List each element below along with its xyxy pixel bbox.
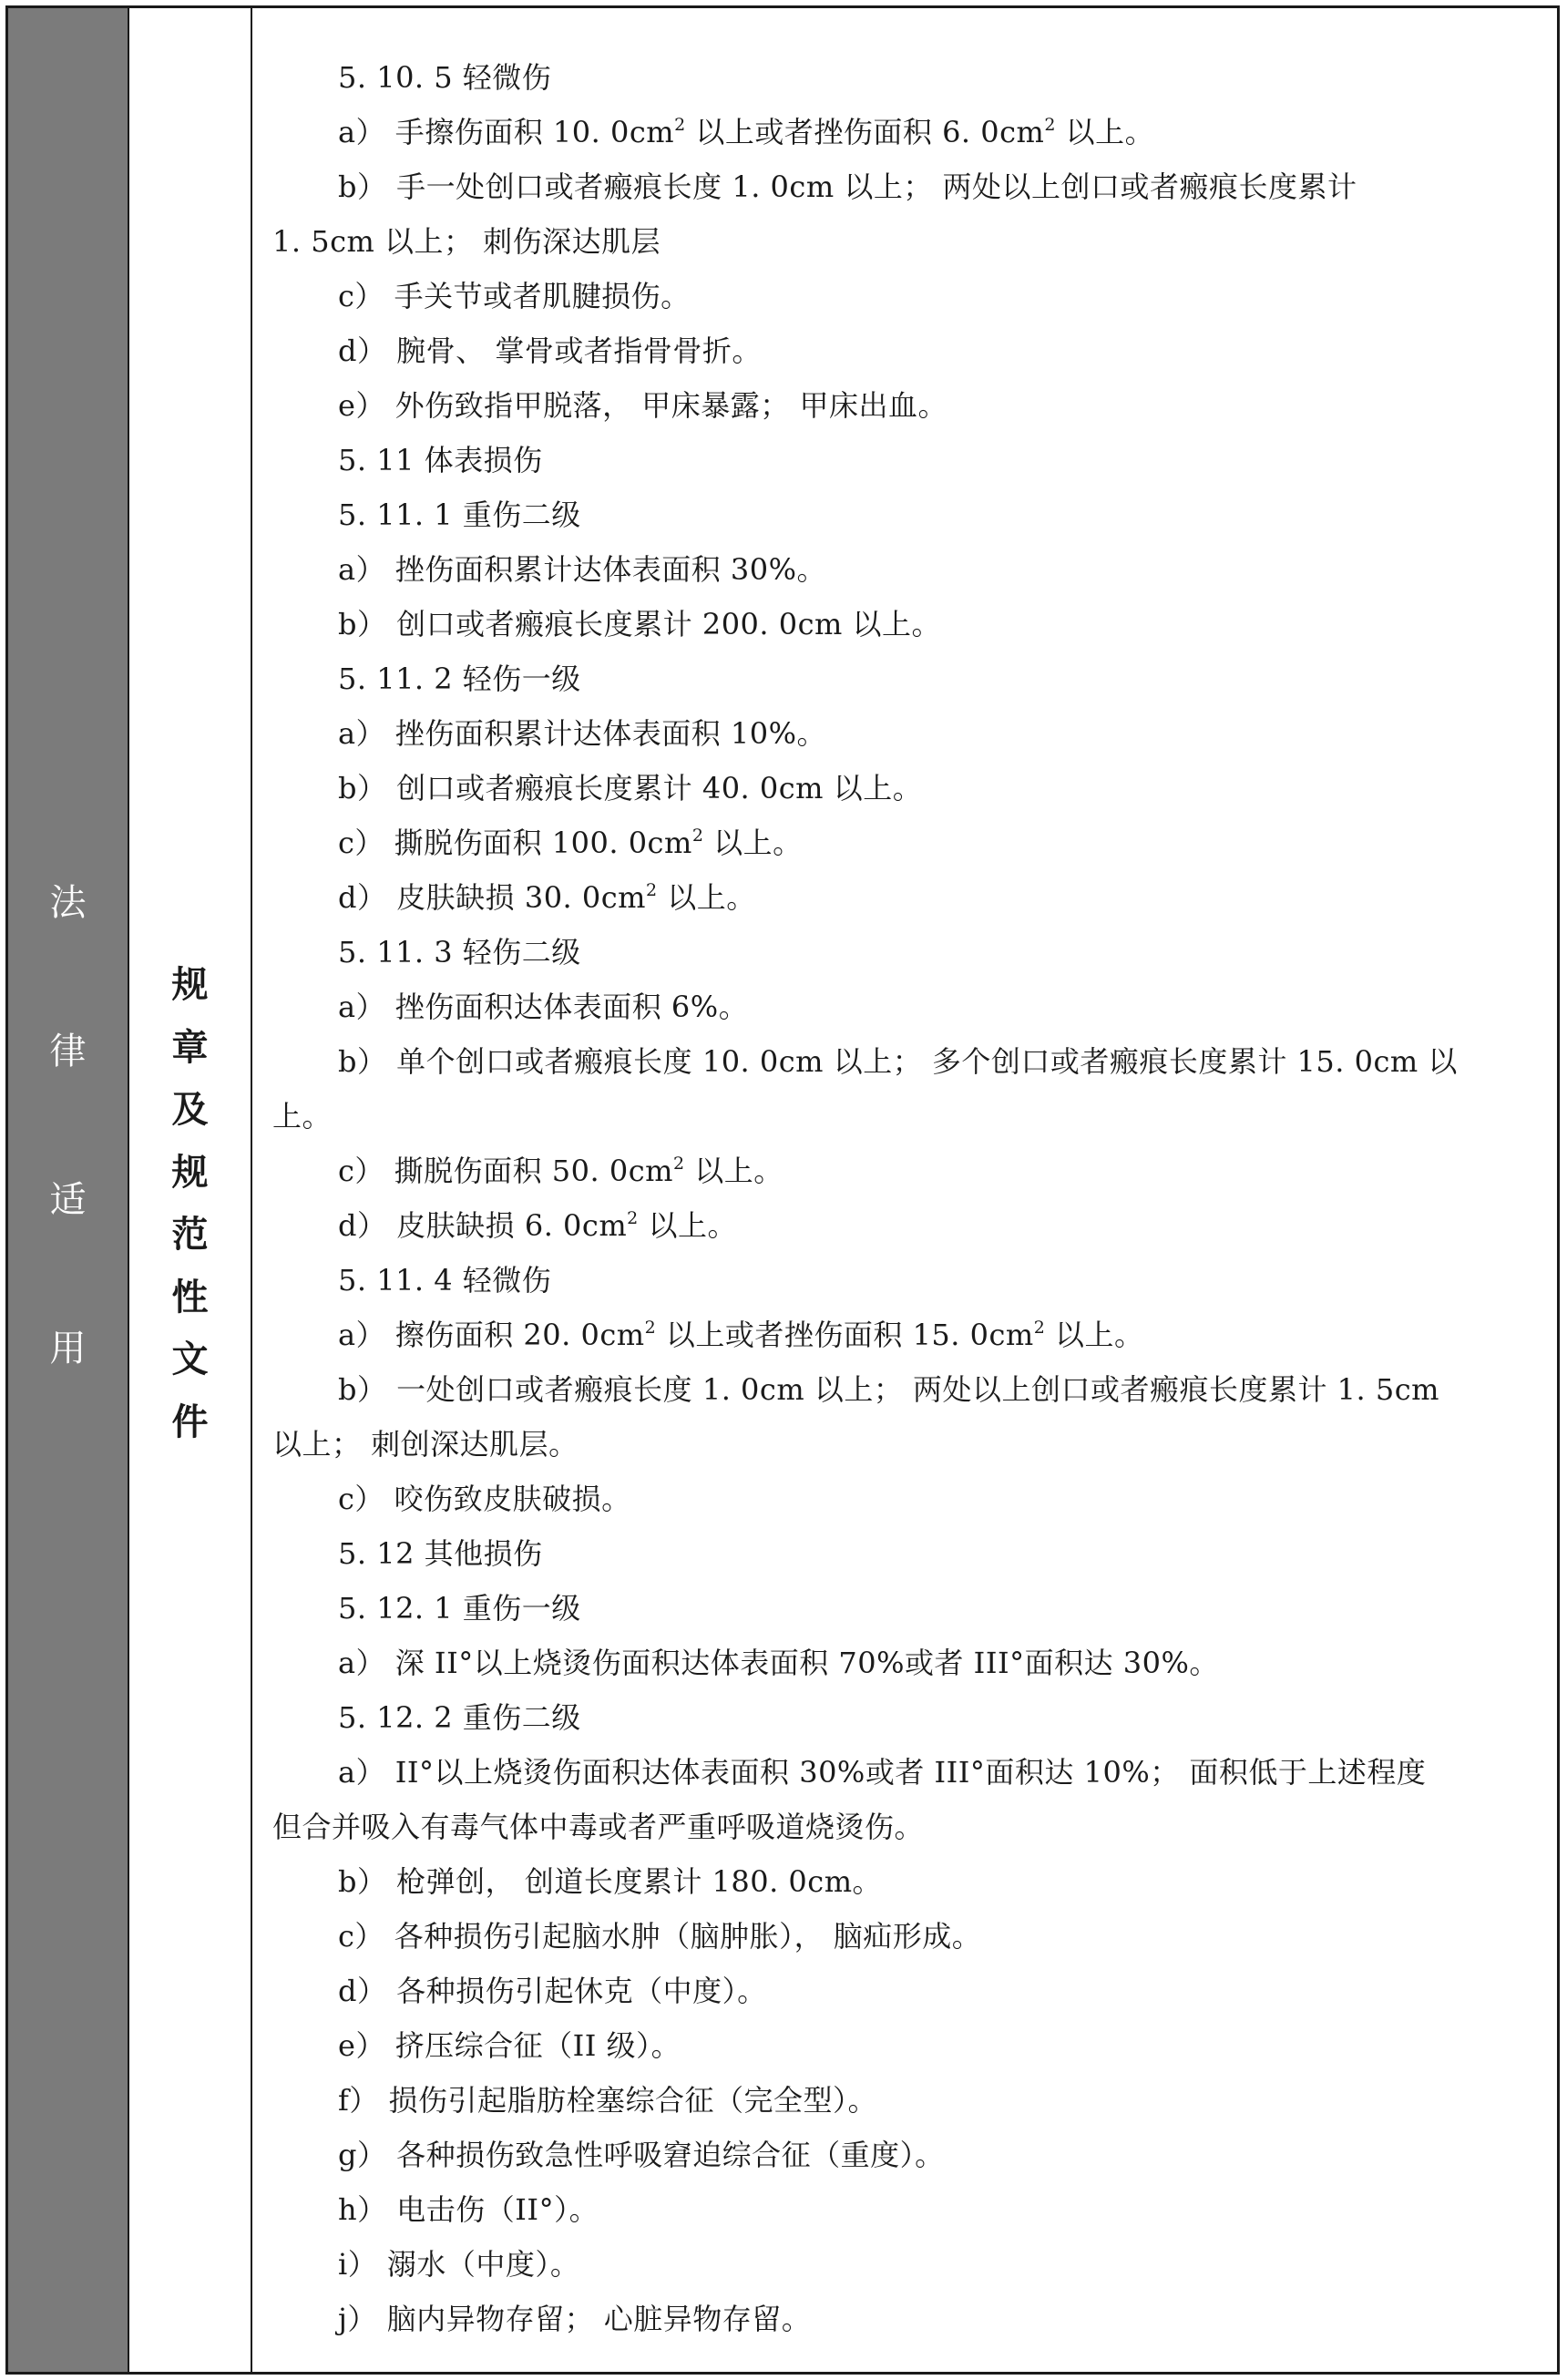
line-text: b） 单个创口或者瘢痕长度 10. 0cm 以上； 多个创口或者瘢痕长度累计 15. 0cm 以 (338, 1044, 1458, 1079)
line-text: 5. 12. 1 重伤一级 (338, 1591, 581, 1626)
line-text: c） 各种损伤引起脑水肿（脑肿胀）， 脑疝形成。 (338, 1919, 982, 1954)
line-text: b） 枪弹创， 创道长度累计 180. 0cm。 (338, 1864, 883, 1899)
line-text: 1. 5cm 以上； 刺伤深达肌层 (272, 224, 661, 259)
text-line (272, 706, 1537, 761)
line-text: d） 各种损伤引起休克（中度）。 (338, 1974, 767, 2008)
line-text: b） 一处创口或者瘢痕长度 1. 0cm 以上； 两处以上创口或者瘢痕长度累计 1. 5cm (338, 1372, 1440, 1407)
text-line (272, 1089, 1537, 1144)
line-text: d） 皮肤缺损 6. 0cm (338, 1208, 628, 1243)
text-line (272, 1909, 1537, 1964)
content-cell (252, 8, 1557, 2372)
line-text: 5. 12 其他损伤 (338, 1536, 543, 1571)
text-line (272, 1198, 1537, 1253)
text-line (272, 1253, 1537, 1308)
superscript: 2 (627, 1208, 639, 1228)
text-line (272, 2182, 1537, 2237)
category-label (8, 874, 128, 1468)
line-text: 以上。 (657, 880, 756, 915)
text-line (272, 2128, 1537, 2182)
text-line (272, 1034, 1537, 1089)
line-text: 以上。 (1056, 115, 1155, 149)
subcategory-char: 规 (171, 963, 209, 1006)
line-text: 以上。 (638, 1208, 737, 1243)
category-char: 律 (49, 1031, 87, 1072)
text-line (272, 1362, 1537, 1417)
line-text: 以上。 (1045, 1318, 1144, 1352)
line-text: 但合并吸入有毒气体中毒或者严重呼吸道烧烫伤。 (272, 1810, 925, 1844)
line-text: 5. 11. 2 轻伤一级 (338, 662, 581, 696)
line-text: a） II°以上烧烫伤面积达体表面积 30%或者 III°面积达 10%； 面积低于上述程度 (338, 1755, 1427, 1790)
line-text: 以上。 (684, 1154, 784, 1188)
text-line (272, 1144, 1537, 1198)
text-line (272, 2292, 1537, 2346)
text-line (272, 1690, 1537, 1745)
line-text: a） 挫伤面积累计达体表面积 30%。 (338, 552, 827, 587)
superscript: 2 (646, 880, 658, 900)
subcategory-label (129, 956, 251, 1455)
line-text: 以上。 (703, 826, 803, 860)
subcategory-char: 规 (171, 1150, 209, 1194)
line-text: 上。 (272, 1099, 333, 1134)
line-text: a） 擦伤面积 20. 0cm (338, 1318, 645, 1352)
text-line (272, 542, 1537, 597)
line-text: c） 手关节或者肌腱损伤。 (338, 279, 691, 313)
category-column (8, 8, 129, 2372)
text-line (272, 50, 1537, 105)
line-text: c） 撕脱伤面积 50. 0cm (338, 1154, 673, 1188)
text-line (272, 1854, 1537, 1909)
line-text: c） 撕脱伤面积 100. 0cm (338, 826, 692, 860)
text-line (272, 1472, 1537, 1526)
line-text: b） 手一处创口或者瘢痕长度 1. 0cm 以上； 两处以上创口或者瘢痕长度累计 (338, 169, 1357, 204)
superscript: 2 (691, 826, 704, 846)
document-table (5, 5, 1560, 2375)
text-line (272, 433, 1537, 487)
category-char: 用 (49, 1328, 87, 1370)
line-text: 以上或者挫伤面积 15. 0cm (656, 1318, 1034, 1352)
line-text: j） 脑内异物存留； 心脏异物存留。 (338, 2302, 812, 2336)
text-line (272, 1636, 1537, 1690)
line-text: 以上或者挫伤面积 6. 0cm (685, 115, 1045, 149)
superscript: 2 (672, 1154, 685, 1174)
line-text: 5. 11. 3 轻伤二级 (338, 935, 581, 969)
line-text: 5. 12. 2 重伤二级 (338, 1700, 581, 1735)
line-text: e） 外伤致指甲脱落， 甲床暴露； 甲床出血。 (338, 388, 947, 423)
superscript: 2 (1033, 1318, 1046, 1338)
subcategory-column (129, 8, 252, 2372)
text-line (272, 2237, 1537, 2292)
line-text: 5. 11. 4 轻微伤 (338, 1263, 552, 1298)
line-text: a） 挫伤面积累计达体表面积 10%。 (338, 716, 827, 751)
text-line (272, 269, 1537, 323)
line-text: e） 挤压综合征（II 级）。 (338, 2028, 681, 2063)
line-text: a） 手擦伤面积 10. 0cm (338, 115, 675, 149)
text-line (272, 323, 1537, 378)
line-text: d） 腕骨、 掌骨或者指骨骨折。 (338, 333, 762, 368)
text-line (272, 761, 1537, 816)
category-char: 法 (49, 882, 87, 924)
superscript: 2 (674, 115, 686, 135)
text-line (272, 105, 1537, 159)
line-text: 5. 11. 1 重伤二级 (338, 498, 581, 532)
text-line (272, 1745, 1537, 1800)
line-text: b） 创口或者瘢痕长度累计 40. 0cm 以上。 (338, 771, 923, 805)
text-line (272, 980, 1537, 1034)
subcategory-char: 件 (171, 1400, 209, 1443)
line-text: 以上； 刺创深达肌层。 (272, 1427, 579, 1462)
superscript: 2 (644, 1318, 657, 1338)
subcategory-char: 性 (171, 1275, 209, 1318)
text-line (272, 1581, 1537, 1636)
superscript: 2 (1044, 115, 1056, 135)
category-char: 适 (49, 1179, 87, 1221)
text-line (272, 2018, 1537, 2073)
subcategory-char: 文 (171, 1338, 209, 1380)
subcategory-char: 章 (171, 1025, 209, 1069)
line-text: b） 创口或者瘢痕长度累计 200. 0cm 以上。 (338, 607, 942, 641)
subcategory-char: 及 (171, 1088, 209, 1131)
line-text: f） 损伤引起脂肪栓塞综合征（完全型）。 (338, 2083, 878, 2118)
line-text: 5. 11 体表损伤 (338, 443, 543, 477)
text-line (272, 651, 1537, 706)
text-line (272, 925, 1537, 980)
text-line (272, 1526, 1537, 1581)
line-text: c） 咬伤致皮肤破损。 (338, 1482, 631, 1516)
text-line (272, 1964, 1537, 2018)
text-line (272, 597, 1537, 651)
line-text: a） 挫伤面积达体表面积 6%。 (338, 990, 749, 1024)
line-text: a） 深 II°以上烧烫伤面积达体表面积 70%或者 III°面积达 30%。 (338, 1646, 1219, 1680)
text-line (272, 1308, 1537, 1362)
text-line (272, 214, 1537, 269)
text-line (272, 816, 1537, 870)
line-text: h） 电击伤（II°）。 (338, 2192, 599, 2227)
text-line (272, 2073, 1537, 2128)
text-line (272, 487, 1537, 542)
subcategory-char: 范 (171, 1213, 209, 1256)
text-line (272, 159, 1537, 214)
text-line (272, 1800, 1537, 1854)
line-text: i） 溺水（中度）。 (338, 2247, 580, 2282)
text-line (272, 378, 1537, 433)
line-text: 5. 10. 5 轻微伤 (338, 60, 552, 95)
text-line (272, 1417, 1537, 1472)
text-line (272, 870, 1537, 925)
line-text: g） 各种损伤致急性呼吸窘迫综合征（重度）。 (338, 2138, 945, 2172)
line-text: d） 皮肤缺损 30. 0cm (338, 880, 647, 915)
